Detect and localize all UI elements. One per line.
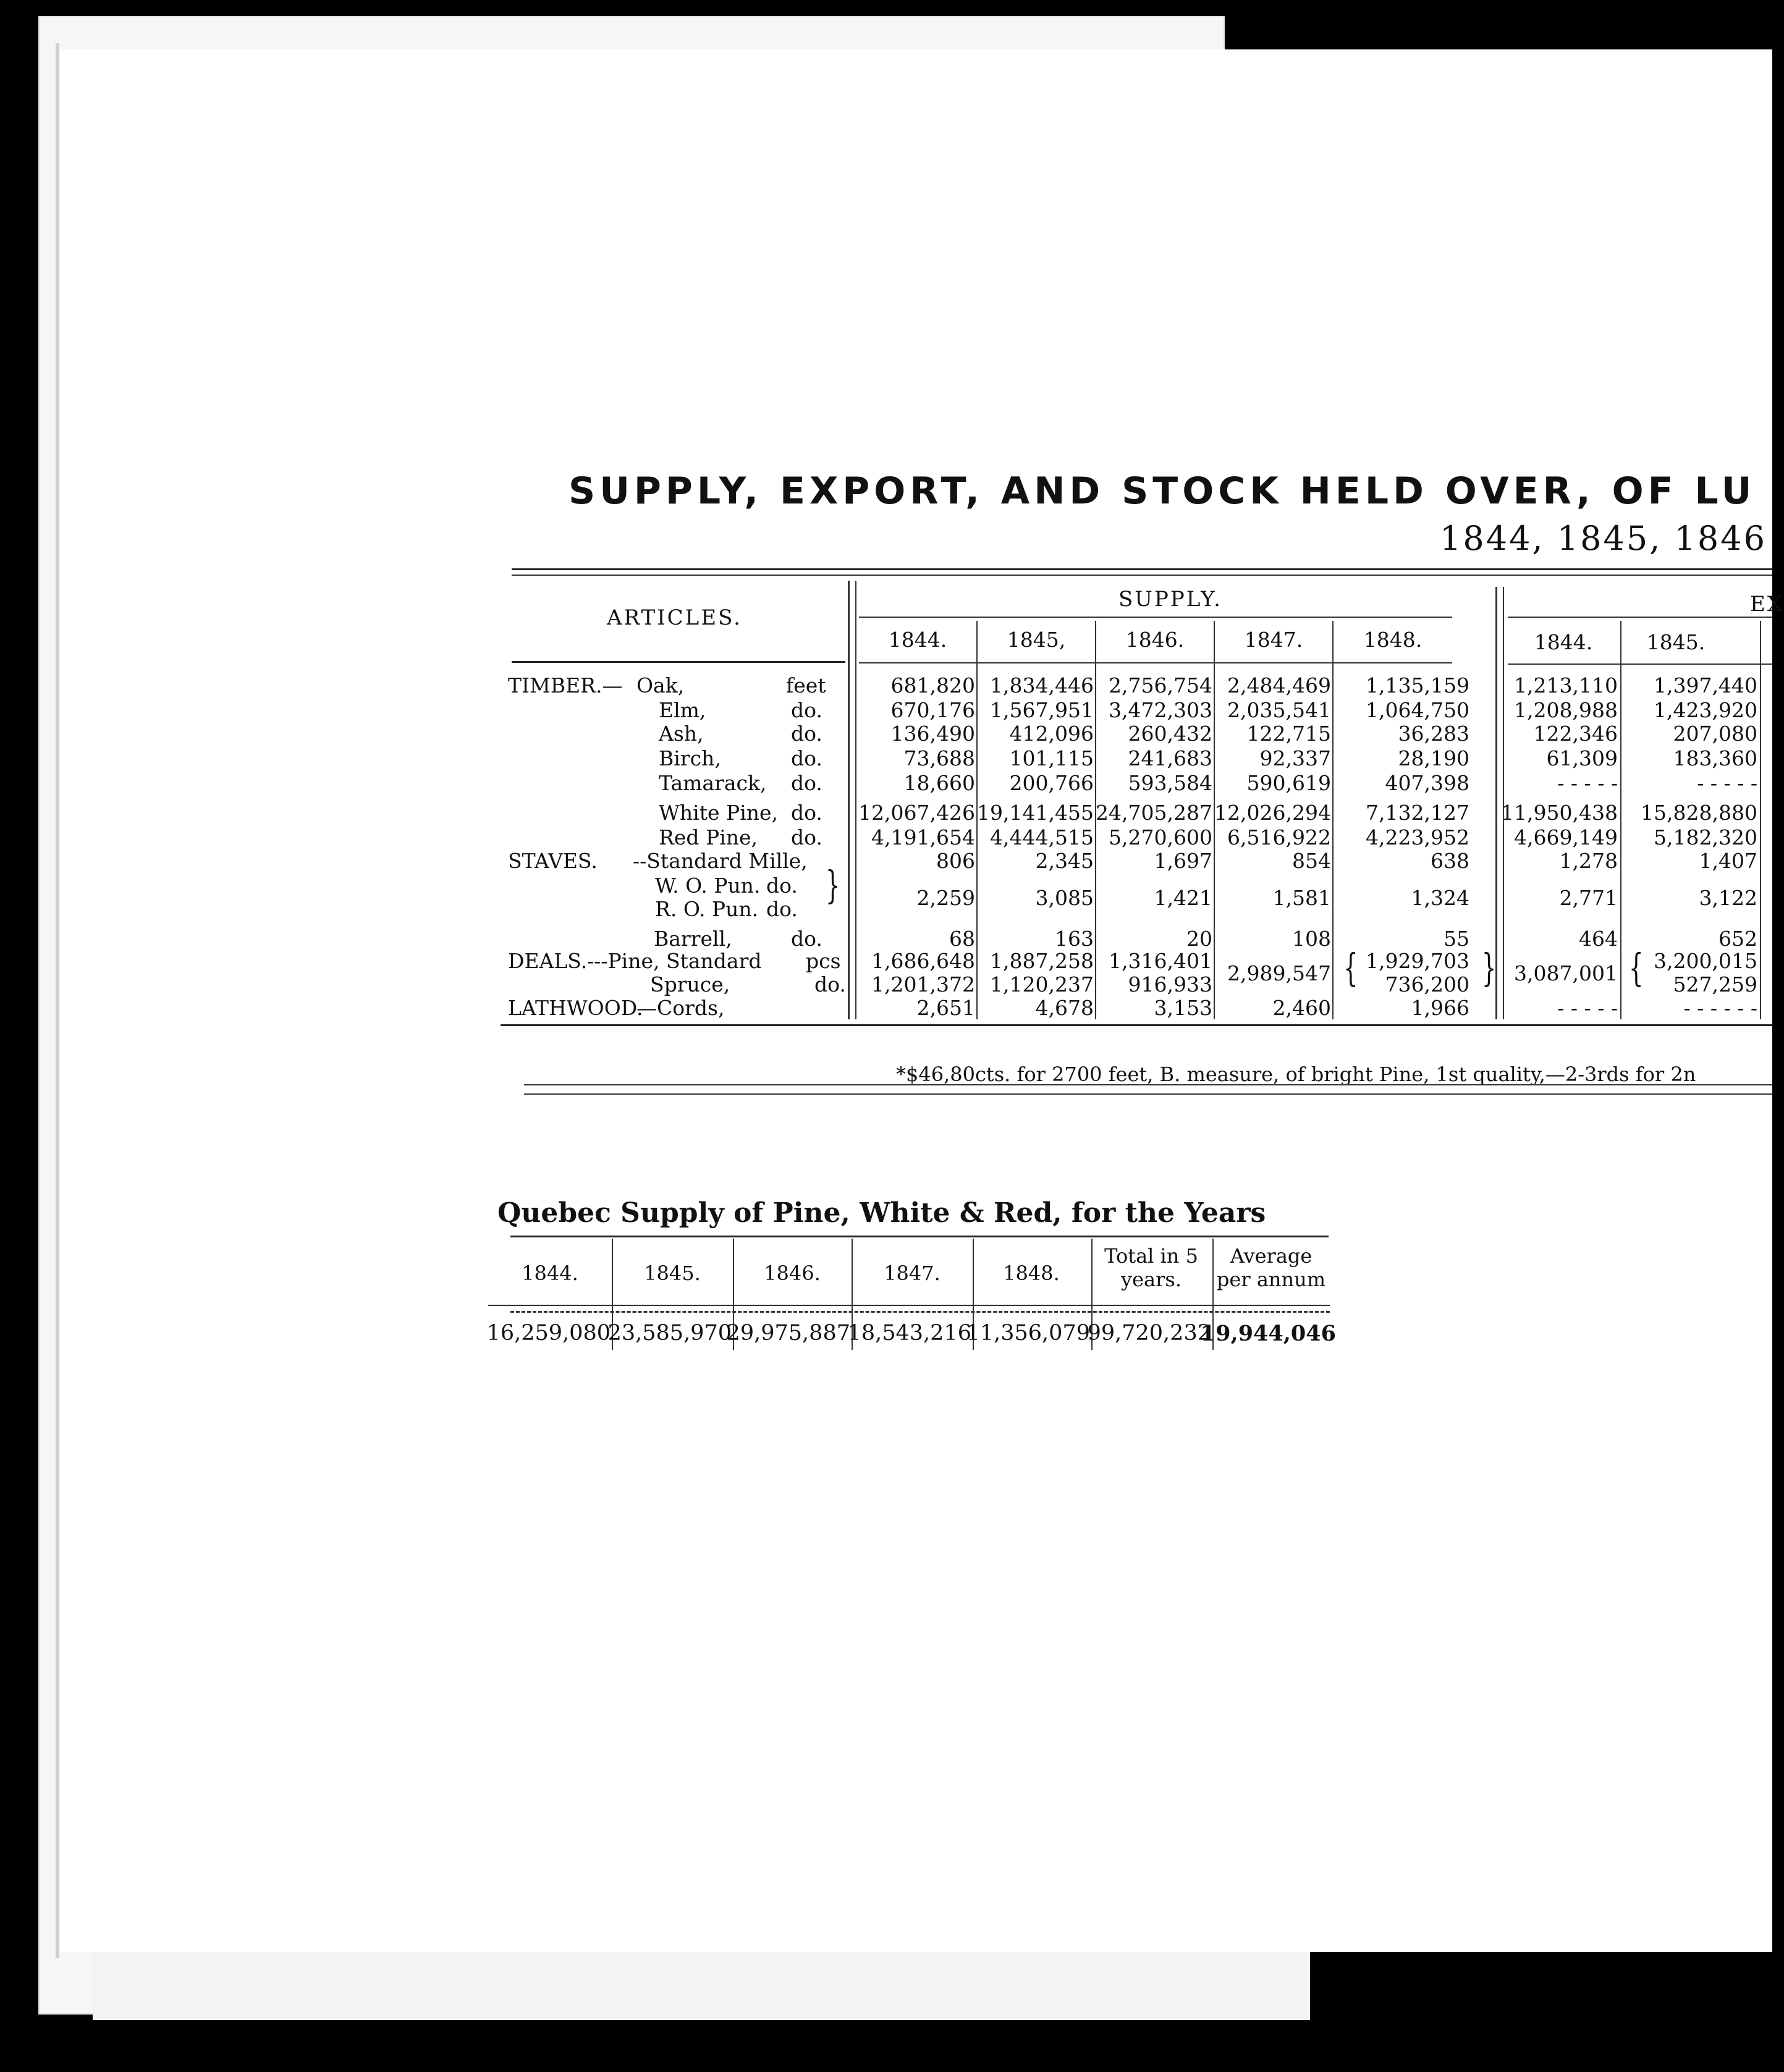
cell: 55 xyxy=(1444,927,1469,951)
row-group: STAVES. xyxy=(508,849,598,873)
export-year-1845: 1845. xyxy=(1646,630,1706,654)
quebec-top-rule xyxy=(510,1236,1329,1237)
row-unit: do. xyxy=(766,897,798,921)
supply-year-1845: 1845, xyxy=(1007,628,1066,652)
cell: 736,200 xyxy=(1385,972,1469,996)
cell: 1,201,372 xyxy=(871,972,975,996)
cell: 2,460 xyxy=(1272,996,1331,1020)
supply-years-rule xyxy=(859,662,1452,663)
cell: 1,581 xyxy=(1272,886,1331,910)
supply-year-1847: 1847. xyxy=(1244,628,1303,652)
cell: - - - - - xyxy=(1557,996,1618,1020)
quebec-average-header: Average per annum xyxy=(1216,1244,1326,1291)
quebec-value-total: 99,720,232 xyxy=(1087,1321,1211,1346)
row-group: DEALS. xyxy=(508,949,588,973)
cell: - - - - - xyxy=(1697,771,1757,795)
cell: 36,283 xyxy=(1398,722,1469,746)
row-item: White Pine, xyxy=(659,801,779,825)
cell: 4,191,654 xyxy=(871,825,975,849)
row-item: Ash, xyxy=(659,722,704,746)
quebec-value-1844: 16,259,080 xyxy=(486,1321,611,1346)
table-row xyxy=(0,996,1772,1021)
row-unit: do. xyxy=(791,927,822,951)
cell: 1,316,401 xyxy=(1109,949,1212,973)
cell: 1,064,750 xyxy=(1366,698,1469,722)
cell: 1,421 xyxy=(1154,886,1212,910)
quebec-year-1846: 1846. xyxy=(764,1261,821,1285)
articles-header: ARTICLES. xyxy=(607,605,742,630)
quebec-value-1847: 18,543,216 xyxy=(847,1321,971,1346)
row-item: Tamarack, xyxy=(659,771,767,795)
cell: 260,432 xyxy=(1128,722,1212,746)
cell: 19,141,455 xyxy=(977,801,1094,825)
row-item: W. O. Pun. xyxy=(655,874,761,898)
cell: 28,190 xyxy=(1398,746,1469,770)
cell: 4,223,952 xyxy=(1366,825,1469,849)
row-unit: pcs xyxy=(806,949,841,973)
row-item: --Standard Mille, xyxy=(633,849,808,873)
table-row xyxy=(0,927,1772,951)
footnote: *$46,80cts. for 2700 feet, B. measure, of bright Pine, 1st quality,—2-3rds for 2n xyxy=(896,1063,1696,1086)
cell: - - - - - xyxy=(1557,771,1618,795)
quebec-value-average: 19,944,046 xyxy=(1200,1321,1336,1346)
cell: 1,397,440 xyxy=(1654,673,1757,697)
row-unit: do. xyxy=(791,825,822,849)
quebec-year-1844: 1844. xyxy=(522,1261,578,1285)
cell: 593,584 xyxy=(1128,771,1212,795)
cell: 4,444,515 xyxy=(990,825,1094,849)
table-row xyxy=(0,771,1772,796)
cell: 20 xyxy=(1186,927,1212,951)
cell: 3,085 xyxy=(1035,886,1094,910)
cell: 3,153 xyxy=(1154,996,1212,1020)
row-item: R. O. Pun. xyxy=(655,897,759,921)
cell: 163 xyxy=(1055,927,1094,951)
cell: 1,929,703 xyxy=(1366,949,1469,973)
quebec-value-1848: 11,356,079 xyxy=(966,1321,1090,1346)
row-group: LATHWOOD. xyxy=(508,996,643,1020)
row-unit: do. xyxy=(766,874,798,898)
cell: - - - - - - xyxy=(1683,996,1757,1020)
cell: 681,820 xyxy=(890,673,975,697)
cell: 2,259 xyxy=(916,886,975,910)
quebec-year-1848: 1848. xyxy=(1003,1261,1060,1285)
cell: 122,715 xyxy=(1246,722,1331,746)
cell: 68 xyxy=(949,927,975,951)
export-header-rule xyxy=(1508,617,1772,618)
quebec-total-header: Total in 5 years. xyxy=(1104,1244,1198,1291)
cell: 638 xyxy=(1431,849,1469,873)
cell: 101,115 xyxy=(1009,746,1094,770)
cell: 2,756,754 xyxy=(1109,673,1212,697)
export-year-1844: 1844. xyxy=(1534,630,1593,654)
cell: 1,567,951 xyxy=(990,698,1094,722)
cell: 7,132,127 xyxy=(1366,801,1469,825)
cell: 2,651 xyxy=(916,996,975,1020)
row-item: Red Pine, xyxy=(659,825,758,849)
row-item: Birch, xyxy=(659,746,721,770)
row-unit: do. xyxy=(791,746,822,770)
brace-left: { xyxy=(1343,945,1358,990)
cell: 3,087,001 xyxy=(1514,961,1618,985)
row-item: Oak, xyxy=(636,673,685,697)
row-item: Spruce, xyxy=(650,972,730,996)
cell: 12,067,426 xyxy=(858,801,975,825)
cell: 122,346 xyxy=(1533,722,1618,746)
cell: 2,989,547 xyxy=(1227,961,1331,985)
cell: 15,828,880 xyxy=(1641,801,1757,825)
cell: 2,771 xyxy=(1559,886,1618,910)
table-row xyxy=(0,698,1772,723)
table-row xyxy=(0,849,1772,874)
cell: 4,678 xyxy=(1035,996,1094,1020)
row-unit: do. xyxy=(791,722,822,746)
cell: 1,887,258 xyxy=(990,949,1094,973)
cell: 590,619 xyxy=(1246,771,1331,795)
cell: 3,472,303 xyxy=(1109,698,1212,722)
cell: 1,686,648 xyxy=(871,949,975,973)
table-row xyxy=(0,673,1772,698)
row-unit: do. xyxy=(791,698,822,722)
cell: 670,176 xyxy=(890,698,975,722)
cell: 1,697 xyxy=(1154,849,1212,873)
table-row xyxy=(0,722,1772,746)
brace-left: { xyxy=(1628,945,1644,990)
cell: 916,933 xyxy=(1128,972,1212,996)
separator-rule xyxy=(524,1084,1772,1085)
articles-rule xyxy=(512,661,845,663)
quebec-table-title: Quebec Supply of Pine, White & Red, for the Years xyxy=(497,1197,1266,1229)
supply-year-1848: 1848. xyxy=(1363,628,1423,652)
row-item: Elm, xyxy=(659,698,706,722)
quebec-year-1845: 1845. xyxy=(644,1261,701,1285)
row-unit: do. xyxy=(791,771,822,795)
cell: 1,324 xyxy=(1411,886,1469,910)
table-row xyxy=(0,825,1772,850)
table-row xyxy=(0,746,1772,771)
quebec-mid-rule xyxy=(488,1305,1330,1306)
cell: 92,337 xyxy=(1259,746,1331,770)
table-row xyxy=(0,801,1772,825)
cell: 61,309 xyxy=(1546,746,1618,770)
cell: 652 xyxy=(1718,927,1757,951)
cell: 12,026,294 xyxy=(1214,801,1331,825)
cell: 1,135,159 xyxy=(1366,673,1469,697)
cell: 464 xyxy=(1579,927,1618,951)
cell: 2,484,469 xyxy=(1227,673,1331,697)
separator-rule-2 xyxy=(524,1093,1772,1095)
cell: 1,208,988 xyxy=(1514,698,1618,722)
table-bottom-rule xyxy=(501,1024,1772,1026)
brace-right: } xyxy=(1481,945,1497,990)
cell: 3,200,015 xyxy=(1654,949,1757,973)
row-group: TIMBER.— xyxy=(508,673,623,697)
cell: 407,398 xyxy=(1385,771,1469,795)
row-unit: do. xyxy=(791,801,822,825)
cell: 412,096 xyxy=(1009,722,1094,746)
cell: 200,766 xyxy=(1009,771,1094,795)
quebec-mid-rule-2 xyxy=(510,1311,1330,1313)
cell: 1,966 xyxy=(1411,996,1469,1020)
cell: 136,490 xyxy=(890,722,975,746)
cell: 241,683 xyxy=(1128,746,1212,770)
cell: 1,423,920 xyxy=(1654,698,1757,722)
cell: 4,669,149 xyxy=(1514,825,1618,849)
cell: 2,345 xyxy=(1035,849,1094,873)
row-unit: do. xyxy=(814,972,846,996)
table-top-rule xyxy=(512,568,1772,570)
cell: 1,834,446 xyxy=(990,673,1094,697)
export-header: EX xyxy=(1750,592,1784,617)
cell: 183,360 xyxy=(1673,746,1757,770)
export-years-rule xyxy=(1508,663,1772,665)
row-item: —Cords, xyxy=(636,996,725,1020)
document-title: SUPPLY, EXPORT, AND STOCK HELD OVER, OF LU xyxy=(569,470,1756,513)
cell: 207,080 xyxy=(1673,722,1757,746)
cell: 1,213,110 xyxy=(1514,673,1618,697)
cell: 1,407 xyxy=(1699,849,1757,873)
supply-header-rule xyxy=(859,617,1452,618)
cell: 18,660 xyxy=(903,771,975,795)
brace-right: } xyxy=(825,862,840,908)
cell: 1,278 xyxy=(1559,849,1618,873)
cell: 108 xyxy=(1292,927,1331,951)
table-top-rule-2 xyxy=(512,575,1772,576)
cell: 1,120,237 xyxy=(990,972,1094,996)
table-row-combined xyxy=(0,886,1772,911)
quebec-value-1846: 29,975,887 xyxy=(726,1321,850,1346)
supply-header: SUPPLY. xyxy=(1118,587,1222,612)
quebec-year-1847: 1847. xyxy=(884,1261,941,1285)
cell: 73,688 xyxy=(903,746,975,770)
supply-year-1846: 1846. xyxy=(1125,628,1185,652)
document-subtitle: 1844, 1845, 1846 xyxy=(1440,519,1767,558)
table-row-combined xyxy=(0,961,1772,986)
row-item: Barrell, xyxy=(654,927,732,951)
cell: 2,035,541 xyxy=(1227,698,1331,722)
cell: 24,705,287 xyxy=(1096,801,1212,825)
cell: 5,270,600 xyxy=(1109,825,1212,849)
cell: 11,950,438 xyxy=(1501,801,1618,825)
cell: 854 xyxy=(1292,849,1331,873)
cell: 3,122 xyxy=(1699,886,1757,910)
quebec-value-1845: 23,585,970 xyxy=(607,1321,732,1346)
row-unit: feet xyxy=(786,673,826,697)
cell: 6,516,922 xyxy=(1227,825,1331,849)
cell: 527,259 xyxy=(1673,972,1757,996)
row-item: ---Pine, Standard xyxy=(587,949,762,973)
supply-year-1844: 1844. xyxy=(888,628,947,652)
cell: 806 xyxy=(936,849,975,873)
cell: 5,182,320 xyxy=(1654,825,1757,849)
